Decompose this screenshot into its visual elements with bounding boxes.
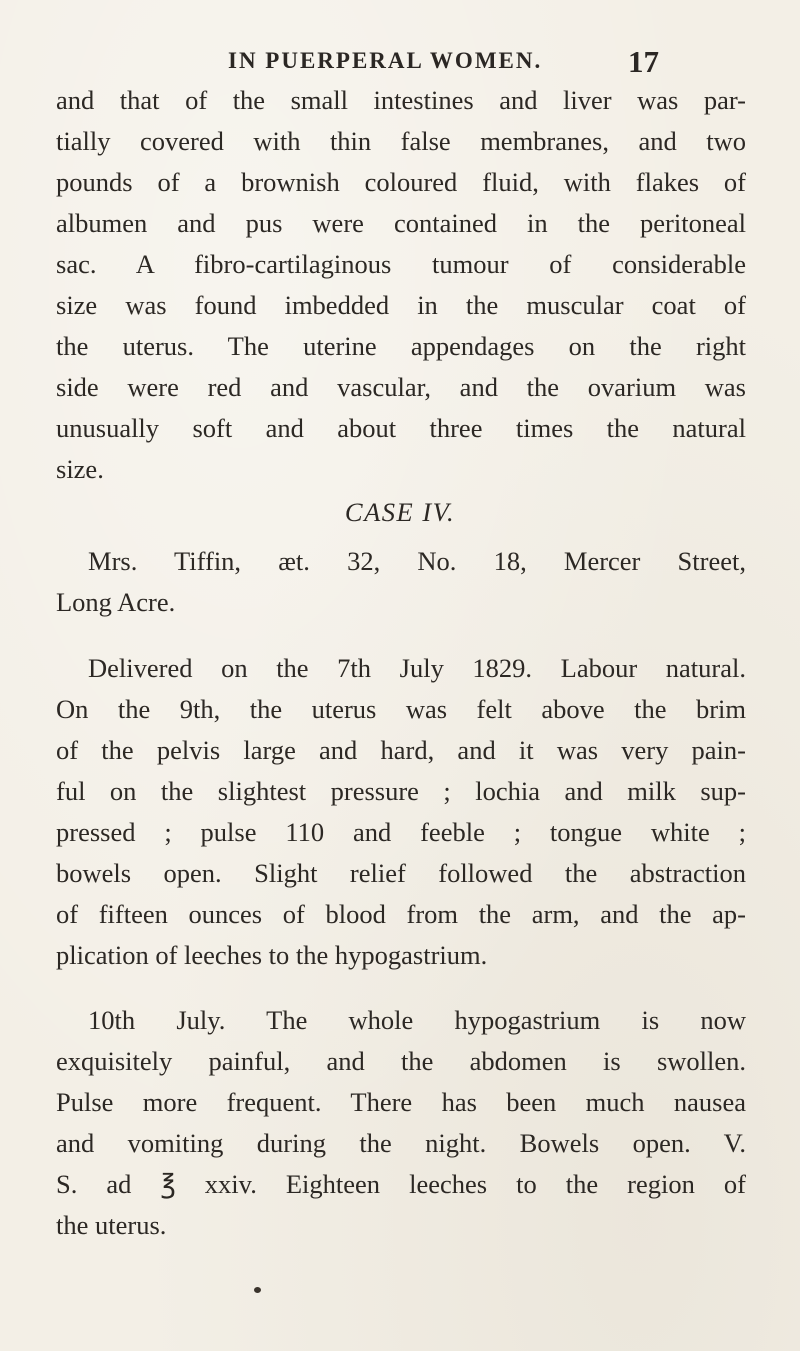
text-line: 10th July. The whole hypogastrium is now <box>88 1005 746 1035</box>
text-line: S. ad ℥ xxiv. Eighteen leeches to the region of <box>56 1169 746 1199</box>
text-line: and vomiting during the night. Bowels open. V. <box>56 1128 746 1158</box>
text-line: unusually soft and about three times the natural <box>56 413 746 443</box>
text-line: Mrs. Tiffin, æt. 32, No. 18, Mercer Street, <box>88 546 746 576</box>
page-number: 17 <box>628 44 659 79</box>
text-line: exquisitely painful, and the abdomen is swollen. <box>56 1046 746 1076</box>
ink-speck <box>254 1287 261 1293</box>
text-line: tially covered with thin false membranes, and two <box>56 126 746 156</box>
text-line: pressed ; pulse 110 and feeble ; tongue white ; <box>56 817 746 847</box>
text-line: side were red and vascular, and the ovarium was <box>56 372 746 402</box>
text-line: pounds of a brownish coloured fluid, with flakes of <box>56 167 746 197</box>
text-line: plication of leeches to the hypogastrium. <box>56 940 488 970</box>
text-line: and that of the small intestines and liver was par- <box>56 85 746 115</box>
text-line: Long Acre. <box>56 587 176 617</box>
text-line: sac. A fibro-cartilaginous tumour of considerable <box>56 249 746 279</box>
text-line: the uterus. The uterine appendages on the right <box>56 331 746 361</box>
running-head: IN PUERPERAL WOMEN. <box>228 48 543 73</box>
text-line: Delivered on the 7th July 1829. Labour natural. <box>88 653 746 683</box>
text-line: On the 9th, the uterus was felt above the brim <box>56 694 746 724</box>
text-line: the uterus. <box>56 1210 167 1240</box>
text-line: of fifteen ounces of blood from the arm, and the ap- <box>56 899 746 929</box>
case-heading: CASE IV. <box>344 497 456 527</box>
text-line: ful on the slightest pressure ; lochia and milk sup- <box>56 776 746 806</box>
text-line: size. <box>56 454 104 484</box>
text-line: size was found imbedded in the muscular coat of <box>56 290 746 320</box>
text-line: of the pelvis large and hard, and it was very pain- <box>56 735 746 765</box>
text-line: bowels open. Slight relief followed the abstraction <box>56 858 746 888</box>
text-line: Pulse more frequent. There has been much nausea <box>56 1087 746 1117</box>
text-line: albumen and pus were contained in the peritoneal <box>56 208 746 238</box>
